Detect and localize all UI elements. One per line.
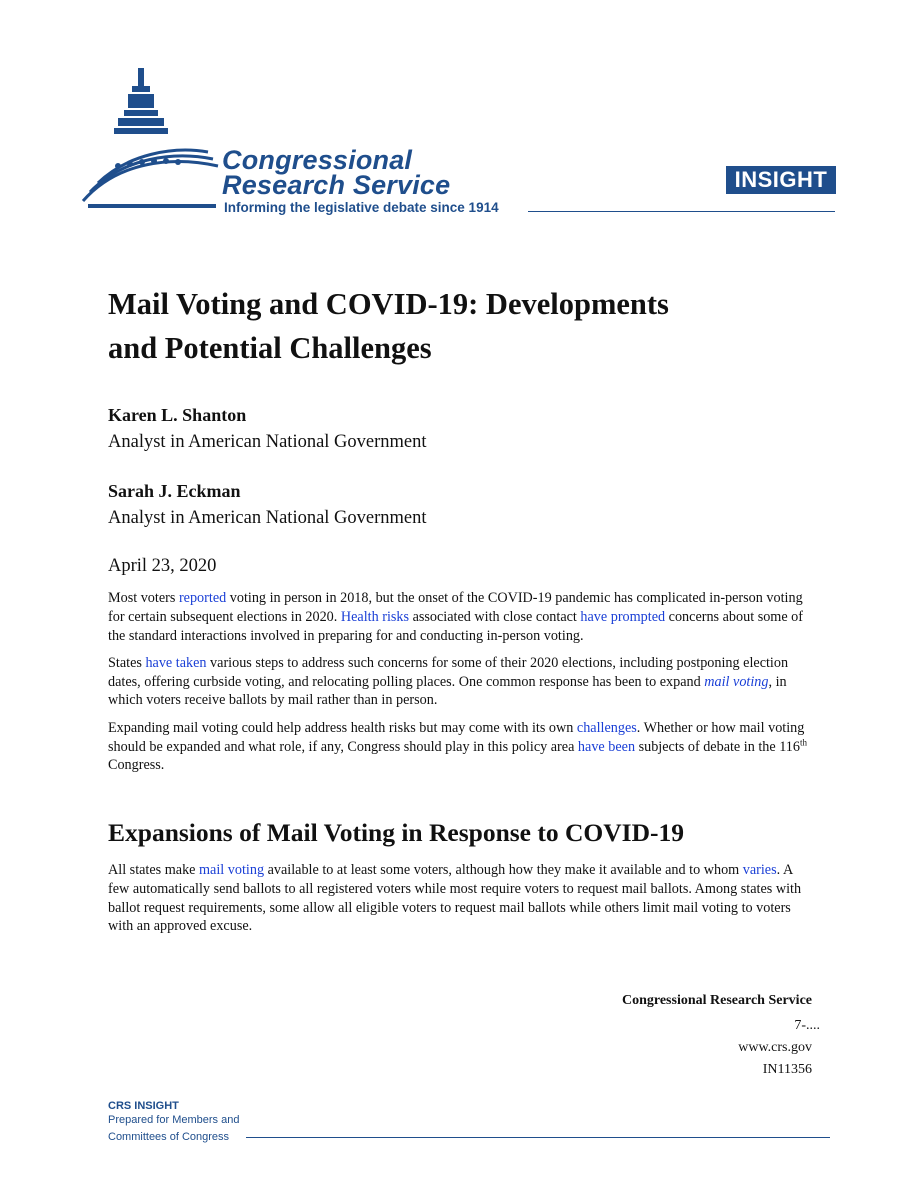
title-line2: and Potential Challenges bbox=[108, 331, 432, 365]
intro-section bbox=[108, 589, 814, 784]
link-challenges[interactable]: challenges bbox=[576, 719, 637, 736]
insight-badge: INSIGHT bbox=[726, 166, 836, 194]
title-line1: Mail Voting and COVID-19: Developments bbox=[108, 287, 669, 321]
footer-org: Congressional Research Service bbox=[621, 993, 812, 1008]
author-block-2 bbox=[108, 481, 427, 529]
link-mail-voting-2[interactable]: mail voting bbox=[199, 862, 265, 878]
footer-id: IN11356 bbox=[762, 1062, 812, 1077]
author-block-1 bbox=[108, 405, 427, 453]
author-role: Analyst in American National Government bbox=[108, 508, 427, 528]
footer-url[interactable]: www.crs.gov bbox=[738, 1040, 812, 1055]
paragraph: Expanding mail voting could help address health risks but may come with its own challenges. Whether or how mail voting should be expanded and what role, if any, Congress should play in this policy area have been subjects of debate in the 116th Congress. bbox=[108, 719, 808, 774]
link-varies[interactable]: varies bbox=[742, 862, 777, 878]
brand-tagline: Informing the legislative debate since 1914 bbox=[224, 200, 499, 215]
link-reported[interactable]: reported bbox=[178, 590, 227, 606]
footer-prepared-line2: Committees of Congress bbox=[108, 1131, 230, 1143]
paragraph: All states make mail voting available to at least some voters, although how they make it available and to whom varies. A few automatically send ballots to all registered voters while most require voters to request mail ballots. Among states with ballot request requirements, some allow all eligible voters to request mail ballots while others limit mail voting to voters with an approved excuse. bbox=[108, 862, 802, 935]
brand-name-line2: Research Service bbox=[222, 170, 451, 200]
footer-number: 7-.... bbox=[794, 1018, 820, 1033]
author-name: Sarah J. Eckman bbox=[108, 481, 241, 501]
link-have-taken[interactable]: have taken bbox=[145, 654, 207, 671]
footer-divider bbox=[246, 1137, 830, 1138]
capitol-dome-icon bbox=[78, 66, 228, 216]
paragraph: States have taken various steps to address such concerns for some of their 2020 elections, including postponing election dates, offering curbside voting, and relocating polling places. One common response has been to expand mail voting, in which voters receive ballots by mail rather than in person. bbox=[108, 654, 789, 709]
paragraph: Most voters reported voting in person in 2018, but the onset of the COVID-19 pandemic has complicated in-person voting for certain subsequent elections in 2020. Health risks associated with close contact have prompted concerns about some of the standard interactions involved in preparing for and conducting in-person voting. bbox=[108, 590, 804, 644]
footer-crs-insight: CRS INSIGHT bbox=[108, 1100, 179, 1112]
brand-name-line1: Congressional bbox=[222, 145, 413, 175]
link-health-risks[interactable]: Health risks bbox=[340, 608, 410, 625]
header-divider bbox=[528, 211, 835, 212]
link-mail-voting[interactable]: mail voting bbox=[704, 673, 769, 690]
link-have-prompted[interactable]: have prompted bbox=[580, 608, 666, 625]
footer-prepared-line1: Prepared for Members and bbox=[108, 1114, 240, 1126]
author-name: Karen L. Shanton bbox=[108, 405, 247, 425]
section-body bbox=[108, 861, 814, 945]
publication-date: April 23, 2020 bbox=[108, 556, 217, 576]
page-title bbox=[108, 282, 828, 370]
section-heading: Expansions of Mail Voting in Response to COVID-19 bbox=[108, 818, 684, 847]
author-role: Analyst in American National Government bbox=[108, 432, 427, 452]
link-have-been[interactable]: have been bbox=[577, 738, 636, 755]
